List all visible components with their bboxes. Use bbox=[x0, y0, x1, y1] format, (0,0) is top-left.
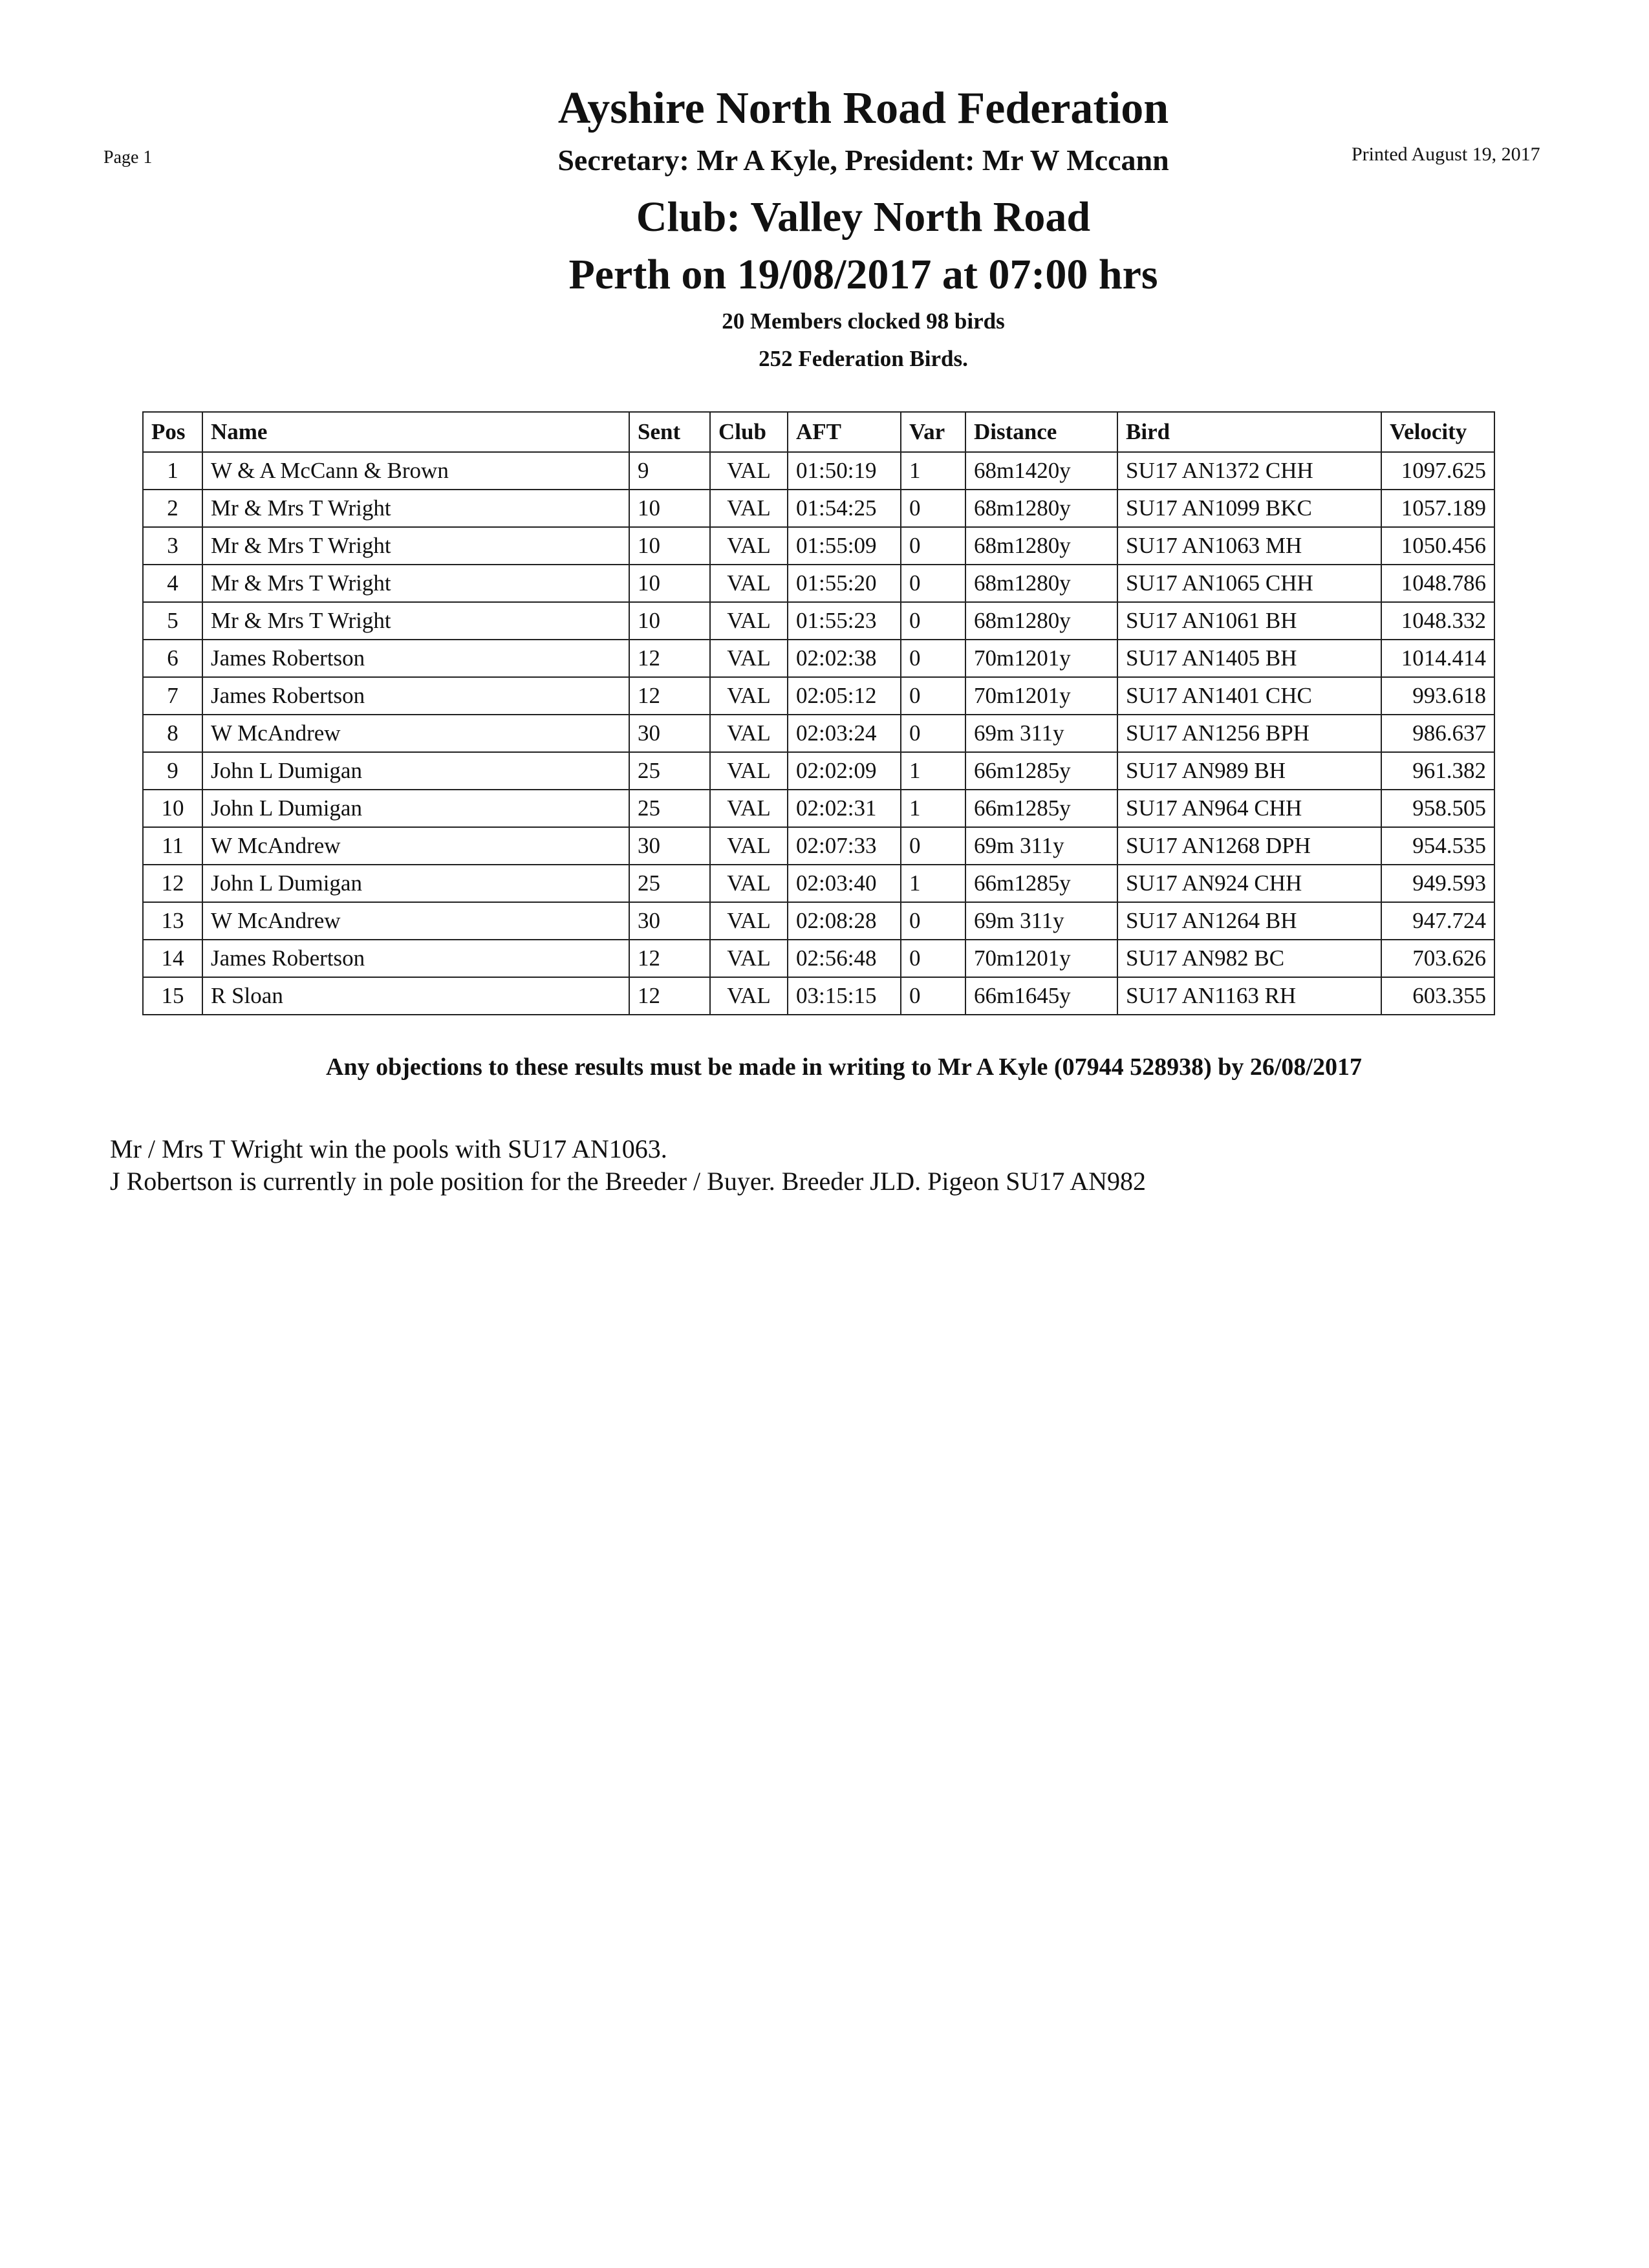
cell-sent: 10 bbox=[629, 602, 710, 640]
results-table bbox=[142, 411, 1495, 1015]
cell-velocity: 1050.456 bbox=[1381, 527, 1494, 565]
cell-sent: 30 bbox=[629, 902, 710, 940]
federation-birds: 252 Federation Birds. bbox=[759, 346, 968, 371]
cell-club: VAL bbox=[710, 902, 788, 940]
cell-pos: 2 bbox=[143, 490, 202, 527]
cell-name: Mr & Mrs T Wright bbox=[202, 527, 629, 565]
cell-pos: 15 bbox=[143, 977, 202, 1015]
page-number: Page 1 bbox=[103, 147, 153, 167]
cell-var: 0 bbox=[901, 715, 965, 752]
cell-sent: 10 bbox=[629, 490, 710, 527]
column-header: Club bbox=[710, 412, 788, 452]
cell-var: 1 bbox=[901, 865, 965, 902]
table-row bbox=[143, 865, 1494, 902]
cell-distance: 69m 311y bbox=[965, 902, 1117, 940]
cell-club: VAL bbox=[710, 827, 788, 865]
cell-var: 0 bbox=[901, 977, 965, 1015]
cell-aft: 02:02:09 bbox=[788, 752, 901, 790]
cell-bird: SU17 AN1061 BH bbox=[1117, 602, 1381, 640]
cell-distance: 66m1285y bbox=[965, 752, 1117, 790]
cell-bird: SU17 AN1372 CHH bbox=[1117, 452, 1381, 490]
cell-club: VAL bbox=[710, 452, 788, 490]
document-header bbox=[0, 78, 1649, 378]
cell-velocity: 603.355 bbox=[1381, 977, 1494, 1015]
cell-aft: 02:05:12 bbox=[788, 677, 901, 715]
cell-sent: 12 bbox=[629, 940, 710, 977]
cell-bird: SU17 AN964 CHH bbox=[1117, 790, 1381, 827]
cell-sent: 9 bbox=[629, 452, 710, 490]
cell-bird: SU17 AN1256 BPH bbox=[1117, 715, 1381, 752]
cell-club: VAL bbox=[710, 865, 788, 902]
cell-pos: 10 bbox=[143, 790, 202, 827]
cell-velocity: 954.535 bbox=[1381, 827, 1494, 865]
cell-velocity: 947.724 bbox=[1381, 902, 1494, 940]
cell-aft: 02:03:40 bbox=[788, 865, 901, 902]
cell-sent: 12 bbox=[629, 677, 710, 715]
federation-title: Ayshire North Road Federation bbox=[557, 83, 1169, 133]
cell-distance: 70m1201y bbox=[965, 640, 1117, 677]
cell-pos: 13 bbox=[143, 902, 202, 940]
officials-line: Secretary: Mr A Kyle, President: Mr W Mccann bbox=[557, 144, 1169, 177]
cell-bird: SU17 AN1401 CHC bbox=[1117, 677, 1381, 715]
table-row bbox=[143, 902, 1494, 940]
cell-pos: 14 bbox=[143, 940, 202, 977]
cell-var: 0 bbox=[901, 677, 965, 715]
results-body bbox=[143, 452, 1494, 1015]
cell-distance: 70m1201y bbox=[965, 940, 1117, 977]
cell-sent: 25 bbox=[629, 865, 710, 902]
cell-bird: SU17 AN1065 CHH bbox=[1117, 565, 1381, 602]
cell-var: 0 bbox=[901, 490, 965, 527]
table-row bbox=[143, 452, 1494, 490]
table-row bbox=[143, 752, 1494, 790]
table-row bbox=[143, 490, 1494, 527]
cell-pos: 3 bbox=[143, 527, 202, 565]
cell-name: W McAndrew bbox=[202, 902, 629, 940]
table-row bbox=[143, 677, 1494, 715]
cell-pos: 9 bbox=[143, 752, 202, 790]
table-row bbox=[143, 565, 1494, 602]
cell-pos: 7 bbox=[143, 677, 202, 715]
cell-bird: SU17 AN1405 BH bbox=[1117, 640, 1381, 677]
cell-distance: 68m1280y bbox=[965, 602, 1117, 640]
cell-distance: 68m1280y bbox=[965, 490, 1117, 527]
column-header: Bird bbox=[1117, 412, 1381, 452]
table-row bbox=[143, 715, 1494, 752]
cell-var: 0 bbox=[901, 940, 965, 977]
cell-var: 1 bbox=[901, 790, 965, 827]
cell-distance: 66m1285y bbox=[965, 865, 1117, 902]
cell-var: 0 bbox=[901, 902, 965, 940]
cell-bird: SU17 AN989 BH bbox=[1117, 752, 1381, 790]
cell-bird: SU17 AN1163 RH bbox=[1117, 977, 1381, 1015]
cell-distance: 68m1280y bbox=[965, 565, 1117, 602]
cell-aft: 02:08:28 bbox=[788, 902, 901, 940]
cell-name: W McAndrew bbox=[202, 827, 629, 865]
cell-distance: 68m1280y bbox=[965, 527, 1117, 565]
printed-date: Printed August 19, 2017 bbox=[1352, 144, 1540, 165]
cell-sent: 12 bbox=[629, 977, 710, 1015]
cell-velocity: 703.626 bbox=[1381, 940, 1494, 977]
cell-aft: 01:55:09 bbox=[788, 527, 901, 565]
cell-bird: SU17 AN1264 BH bbox=[1117, 902, 1381, 940]
cell-club: VAL bbox=[710, 565, 788, 602]
column-header: Distance bbox=[965, 412, 1117, 452]
cell-name: Mr & Mrs T Wright bbox=[202, 602, 629, 640]
cell-distance: 66m1645y bbox=[965, 977, 1117, 1015]
cell-aft: 02:56:48 bbox=[788, 940, 901, 977]
cell-var: 1 bbox=[901, 752, 965, 790]
column-header: Var bbox=[901, 412, 965, 452]
cell-sent: 25 bbox=[629, 752, 710, 790]
note-line: J Robertson is currently in pole position for the Breeder / Buyer. Breeder JLD. Pigeon SU17 AN982 bbox=[110, 1167, 1146, 1196]
cell-distance: 68m1420y bbox=[965, 452, 1117, 490]
cell-club: VAL bbox=[710, 977, 788, 1015]
table-row bbox=[143, 527, 1494, 565]
cell-velocity: 1014.414 bbox=[1381, 640, 1494, 677]
cell-aft: 01:55:20 bbox=[788, 565, 901, 602]
cell-bird: SU17 AN924 CHH bbox=[1117, 865, 1381, 902]
cell-bird: SU17 AN1063 MH bbox=[1117, 527, 1381, 565]
cell-pos: 4 bbox=[143, 565, 202, 602]
cell-club: VAL bbox=[710, 677, 788, 715]
cell-distance: 69m 311y bbox=[965, 715, 1117, 752]
cell-name: John L Dumigan bbox=[202, 790, 629, 827]
table-row bbox=[143, 640, 1494, 677]
cell-pos: 11 bbox=[143, 827, 202, 865]
cell-pos: 12 bbox=[143, 865, 202, 902]
cell-bird: SU17 AN1268 DPH bbox=[1117, 827, 1381, 865]
cell-aft: 03:15:15 bbox=[788, 977, 901, 1015]
cell-name: Mr & Mrs T Wright bbox=[202, 490, 629, 527]
cell-velocity: 958.505 bbox=[1381, 790, 1494, 827]
cell-aft: 01:54:25 bbox=[788, 490, 901, 527]
cell-aft: 01:50:19 bbox=[788, 452, 901, 490]
header-row bbox=[143, 412, 1494, 452]
club-name: Club: Valley North Road bbox=[636, 193, 1091, 241]
cell-aft: 02:07:33 bbox=[788, 827, 901, 865]
cell-aft: 02:03:24 bbox=[788, 715, 901, 752]
note-line: Mr / Mrs T Wright win the pools with SU17 AN1063. bbox=[110, 1134, 667, 1163]
column-header: AFT bbox=[788, 412, 901, 452]
cell-name: W & A McCann & Brown bbox=[202, 452, 629, 490]
cell-velocity: 949.593 bbox=[1381, 865, 1494, 902]
cell-var: 0 bbox=[901, 527, 965, 565]
cell-bird: SU17 AN1099 BKC bbox=[1117, 490, 1381, 527]
cell-sent: 12 bbox=[629, 640, 710, 677]
cell-velocity: 961.382 bbox=[1381, 752, 1494, 790]
cell-velocity: 993.618 bbox=[1381, 677, 1494, 715]
cell-aft: 02:02:38 bbox=[788, 640, 901, 677]
cell-name: Mr & Mrs T Wright bbox=[202, 565, 629, 602]
cell-bird: SU17 AN982 BC bbox=[1117, 940, 1381, 977]
cell-club: VAL bbox=[710, 490, 788, 527]
cell-sent: 25 bbox=[629, 790, 710, 827]
table-row bbox=[143, 790, 1494, 827]
notes bbox=[110, 1133, 1146, 1198]
race-info: Perth on 19/08/2017 at 07:00 hrs bbox=[568, 251, 1158, 298]
members-clocked: 20 Members clocked 98 birds bbox=[722, 308, 1005, 334]
cell-var: 0 bbox=[901, 565, 965, 602]
cell-name: R Sloan bbox=[202, 977, 629, 1015]
cell-distance: 70m1201y bbox=[965, 677, 1117, 715]
cell-velocity: 986.637 bbox=[1381, 715, 1494, 752]
cell-pos: 6 bbox=[143, 640, 202, 677]
cell-name: James Robertson bbox=[202, 940, 629, 977]
table-row bbox=[143, 940, 1494, 977]
cell-name: W McAndrew bbox=[202, 715, 629, 752]
cell-name: John L Dumigan bbox=[202, 752, 629, 790]
cell-var: 0 bbox=[901, 827, 965, 865]
cell-sent: 30 bbox=[629, 827, 710, 865]
cell-sent: 10 bbox=[629, 527, 710, 565]
table-row bbox=[143, 977, 1494, 1015]
cell-var: 0 bbox=[901, 640, 965, 677]
cell-sent: 30 bbox=[629, 715, 710, 752]
cell-aft: 02:02:31 bbox=[788, 790, 901, 827]
cell-club: VAL bbox=[710, 527, 788, 565]
cell-pos: 1 bbox=[143, 452, 202, 490]
cell-pos: 8 bbox=[143, 715, 202, 752]
cell-club: VAL bbox=[710, 790, 788, 827]
table-row bbox=[143, 602, 1494, 640]
column-header: Velocity bbox=[1381, 412, 1494, 452]
column-header: Sent bbox=[629, 412, 710, 452]
cell-aft: 01:55:23 bbox=[788, 602, 901, 640]
objection-notice: Any objections to these results must be made in writing to Mr A Kyle (07944 528938) by 26/08/2017 bbox=[326, 1053, 1362, 1081]
cell-var: 0 bbox=[901, 602, 965, 640]
cell-velocity: 1097.625 bbox=[1381, 452, 1494, 490]
cell-club: VAL bbox=[710, 602, 788, 640]
cell-name: John L Dumigan bbox=[202, 865, 629, 902]
cell-club: VAL bbox=[710, 715, 788, 752]
cell-distance: 69m 311y bbox=[965, 827, 1117, 865]
cell-pos: 5 bbox=[143, 602, 202, 640]
cell-sent: 10 bbox=[629, 565, 710, 602]
cell-var: 1 bbox=[901, 452, 965, 490]
cell-club: VAL bbox=[710, 940, 788, 977]
cell-velocity: 1048.786 bbox=[1381, 565, 1494, 602]
cell-velocity: 1048.332 bbox=[1381, 602, 1494, 640]
cell-velocity: 1057.189 bbox=[1381, 490, 1494, 527]
cell-name: James Robertson bbox=[202, 640, 629, 677]
column-header: Name bbox=[202, 412, 629, 452]
column-header: Pos bbox=[143, 412, 202, 452]
cell-distance: 66m1285y bbox=[965, 790, 1117, 827]
table-row bbox=[143, 827, 1494, 865]
cell-club: VAL bbox=[710, 640, 788, 677]
cell-name: James Robertson bbox=[202, 677, 629, 715]
cell-club: VAL bbox=[710, 752, 788, 790]
